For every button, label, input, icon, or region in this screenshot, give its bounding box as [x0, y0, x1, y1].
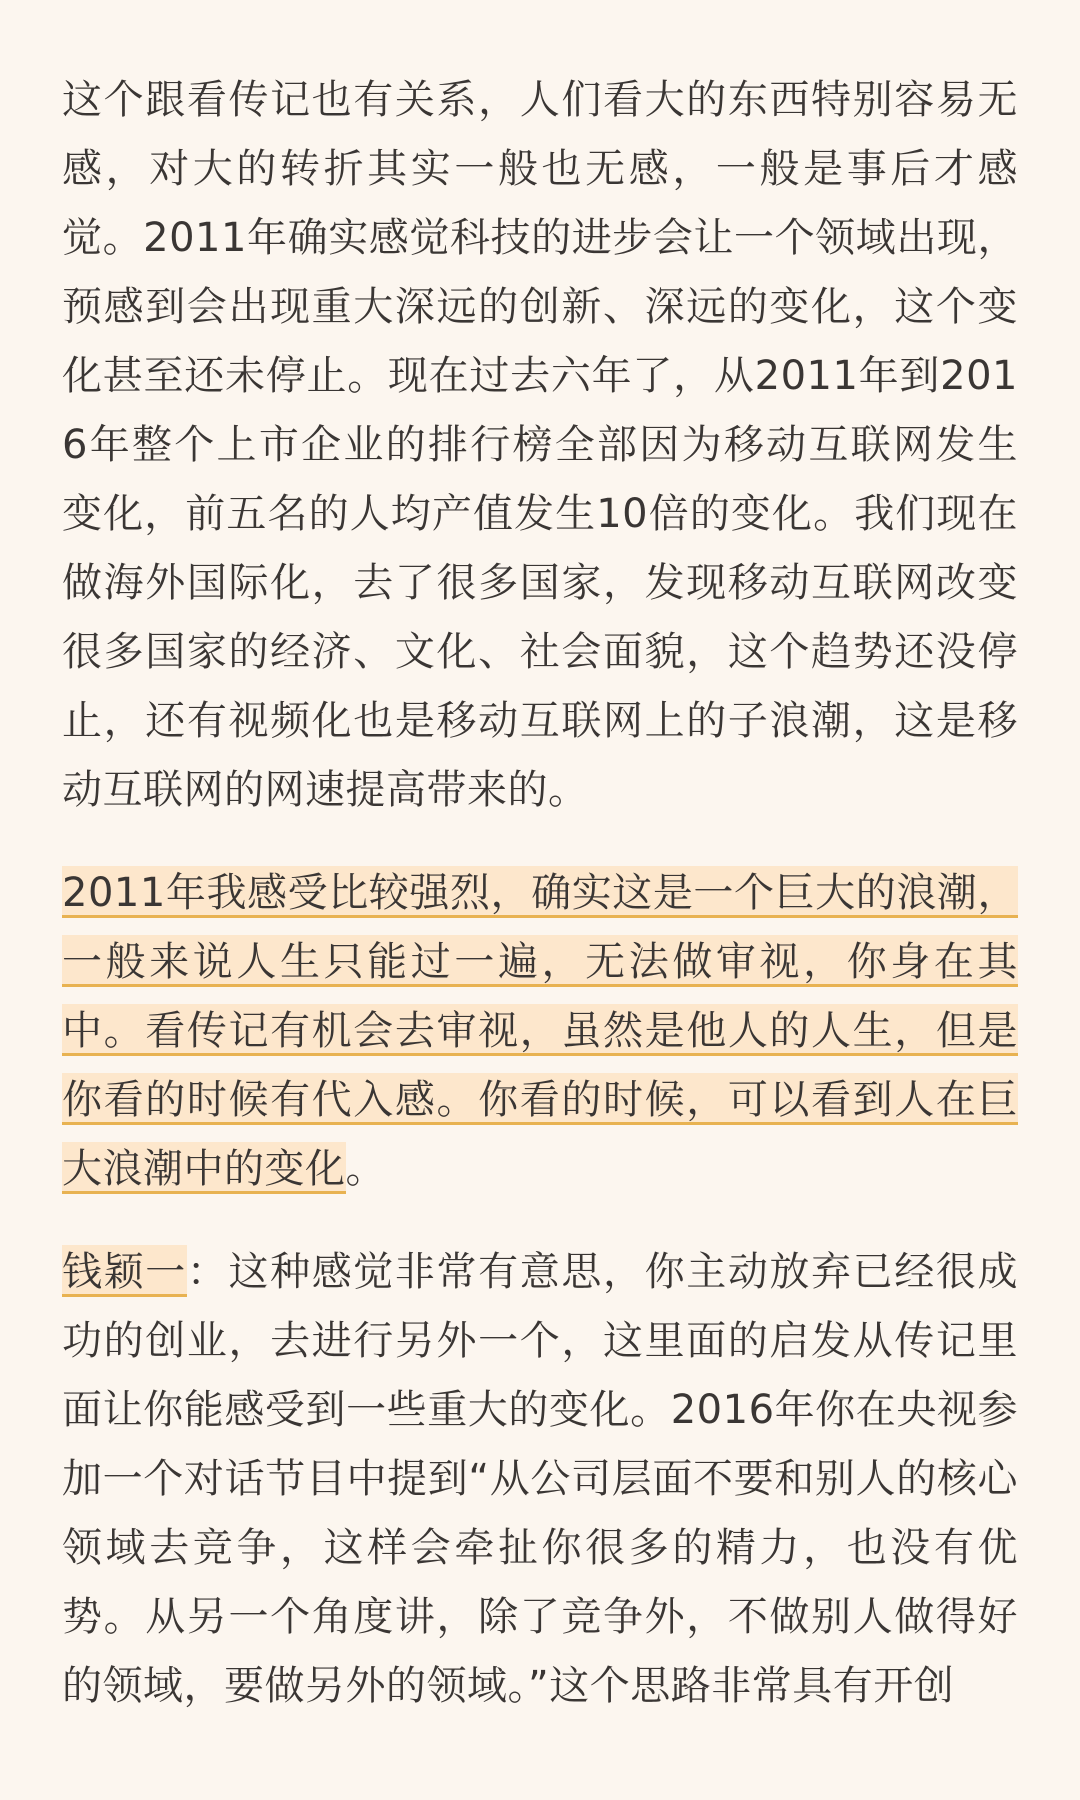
paragraph-3: [62, 1238, 1018, 1721]
speaker-name[interactable]: 钱颖一: [62, 1245, 187, 1297]
highlighted-quote[interactable]: 2011年我感受比较强烈，确实这是一个巨大的浪潮，一般来说人生只能过一遍，无法做审视，你身在其中。看传记有机会去审视，虽然是他人的人生，但是你看的时候有代入感。你看的时候，可以看到人在巨大浪潮中的变化: [62, 866, 1018, 1194]
speaker-colon: ：: [186, 1249, 229, 1295]
paragraph-2-highlighted: [62, 859, 1018, 1204]
paragraph-1: [62, 66, 1018, 825]
paragraph-3-text: 这种感觉非常有意思，你主动放弃已经很成功的创业，去进行另外一个，这里面的启发从传记里面让你能感受到一些重大的变化。2016年你在央视参加一个对话节目中提到“从公司层面不要和别人的核心领域去竞争，这样会牵扯你很多的精力，也没有优势。从另一个角度讲，除了竞争外，不做别人做得好的领域，要做另外的领域。”这个思路非常具有开创: [62, 1249, 1019, 1709]
paragraph-2-tail: 。: [345, 1146, 386, 1192]
paragraph-1-text: 这个跟看传记也有关系，人们看大的东西特别容易无感，对大的转折其实一般也无感，一般是事后才感觉。2011年确实感觉科技的进步会让一个领域出现，预感到会出现重大深远的创新、深远的变化，这个变化甚至还未停止。现在过去六年了，从2011年到2016年整个上市企业的排行榜全部因为移动互联网发生变化，前五名的人均产值发生10倍的变化。我们现在做海外国际化，去了很多国家，发现移动互联网改变很多国家的经济、文化、社会面貌，这个趋势还没停止，还有视频化也是移动互联网上的子浪潮，这是移动互联网的网速提高带来的。: [62, 77, 1018, 813]
